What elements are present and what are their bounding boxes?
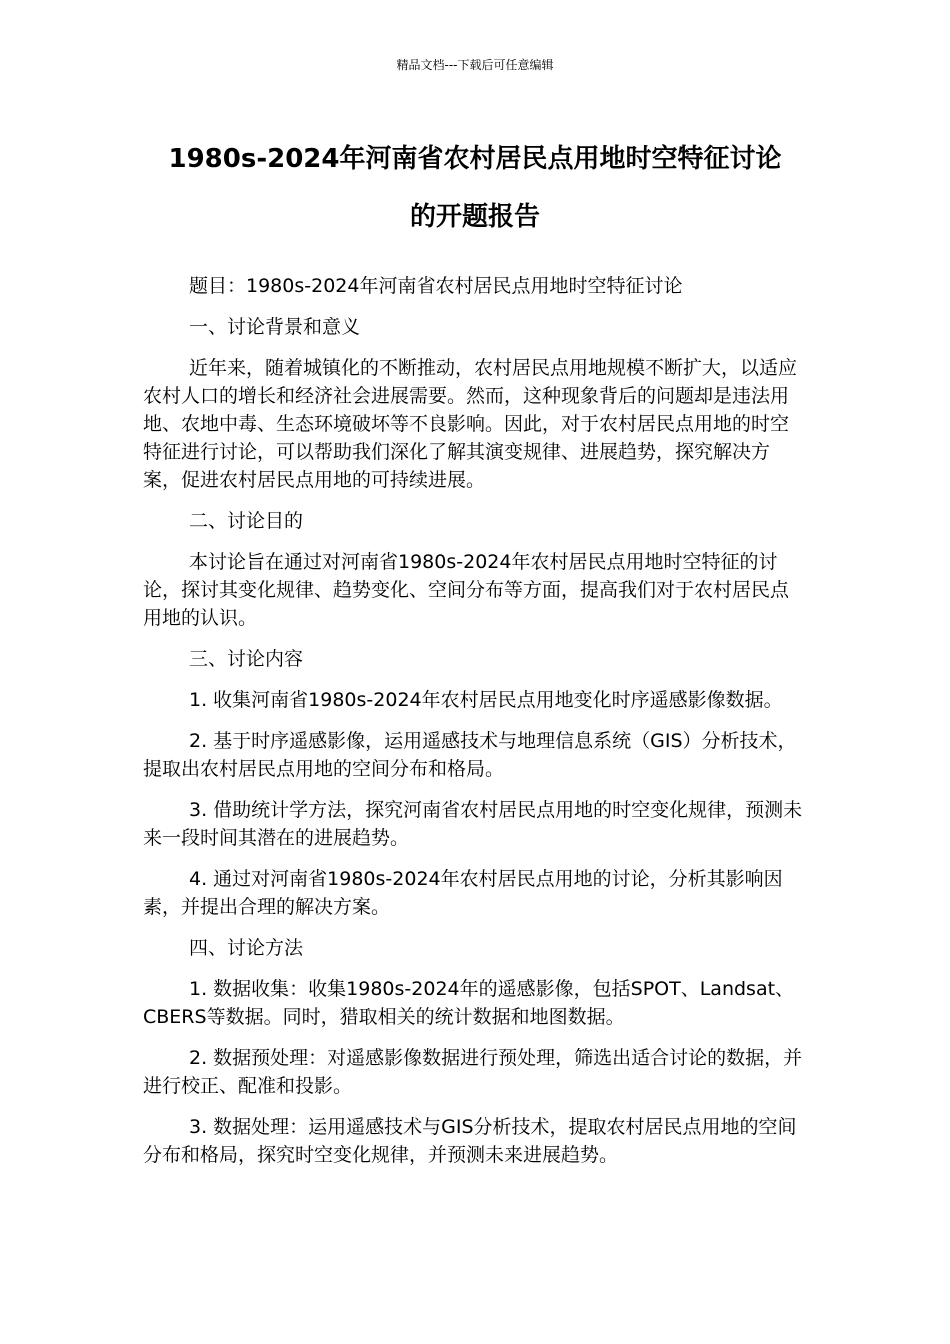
section-heading-methods: 四、讨论方法 (189, 937, 304, 959)
document-title-line-1: 1980s-2024年河南省农村居民点用地时空特征讨论 (168, 144, 782, 174)
paragraph-topic: 题目：1980s-2024年河南省农村居民点用地时空特征讨论 (189, 275, 683, 297)
paragraph-background: 近年来，随着城镇化的不断推动，农村居民点用地规模不断扩大，以适应农村人口的增长和经济社会进展需要。然而，这种现象背后的问题却是违法用地、农地中毒、生态环境破坏等不良影响。因此，对于农村居民点用地的时空特征进行讨论，可以帮助我们深化了解其演变规律、进展趋势，探究解决方案，促进农村居民点用地的可持续进展。 (143, 357, 798, 491)
content-item-4: 4. 通过对河南省1980s-2024年农村居民点用地的讨论，分析其影响因素，并提出合理的解决方案。 (143, 868, 783, 918)
content-item-3: 3. 借助统计学方法，探究河南省农村居民点用地的时空变化规律，预测未来一段时间其潜在的进展趋势。 (143, 799, 803, 849)
document-title-line-2: 的开题报告 (409, 202, 540, 232)
paragraph-purpose: 本讨论旨在通过对河南省1980s-2024年农村居民点用地时空特征的讨论，探讨其变化规律、趋势变化、空间分布等方面，提高我们对于农村居民点用地的认识。 (143, 551, 790, 629)
method-item-1: 1. 数据收集：收集1980s-2024年的遥感影像，包括SPOT、Landsat、CBERS等数据。同时，猎取相关的统计数据和地图数据。 (143, 978, 795, 1028)
section-heading-content: 三、讨论内容 (189, 648, 304, 670)
section-heading-purpose: 二、讨论目的 (189, 510, 304, 532)
method-item-3: 3. 数据处理：运用遥感技术与GIS分析技术，提取农村居民点用地的空间分布和格局，探究时空变化规律，并预测未来进展趋势。 (143, 1116, 797, 1166)
section-heading-background: 一、讨论背景和意义 (189, 316, 361, 338)
content-item-1: 1. 收集河南省1980s-2024年农村居民点用地变化时序遥感影像数据。 (189, 689, 783, 711)
content-item-2: 2. 基于时序遥感影像，运用遥感技术与地理信息系统（GIS）分析技术，提取出农村居民点用地的空间分布和格局。 (143, 730, 797, 780)
method-item-2: 2. 数据预处理：对遥感影像数据进行预处理，筛选出适合讨论的数据，并进行校正、配准和投影。 (143, 1047, 803, 1097)
header-note: 精品文档---下载后可任意编辑 (396, 58, 554, 72)
document-body (143, 272, 805, 1182)
